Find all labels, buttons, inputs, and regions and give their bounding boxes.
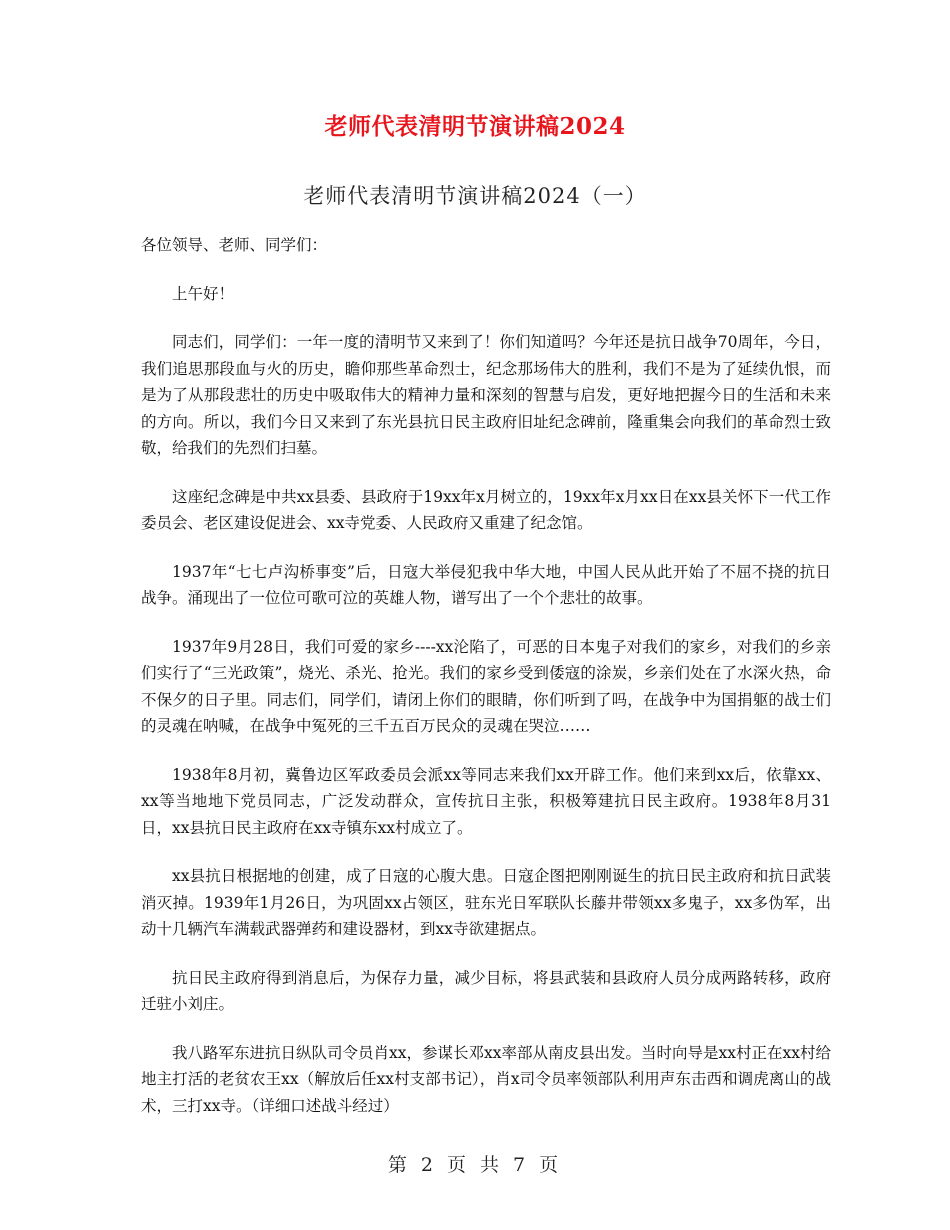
paragraph: 1937年9月28日，我们可爱的家乡----xx沦陷了，可恶的日本鬼子对我们的家乡，对我们的乡亲们实行了“三光政策”，烧光、杀光、抢光。我们的家乡受到倭寇的涂炭，乡亲们处在了水深火热，命不保夕的日子里。同志们，同学们，请闭上你们的眼睛，你们听到了吗，在战争中为国捐躯的战士们的灵魂在呐喊，在战争中冤死的三千五百万民众的灵魂在哭泣…… xyxy=(141,637,831,735)
paragraph: 1938年8月初，冀鲁边区军政委员会派xx等同志来我们xx开辟工作。他们来到xx后，依靠xx、xx等当地地下党员同志，广泛发动群众，宣传抗日主张，积极筹建抗日民主政府。1938年8月31日，xx县抗日民主政府在xx寺镇东xx村成立了。 xyxy=(141,765,831,837)
section-title: 老师代表清明节演讲稿2024（一） xyxy=(303,184,647,208)
paragraph: xx县抗日根据地的创建，成了日寇的心腹大患。日寇企图把刚刚诞生的抗日民主政府和抗日武装消灭掉。1939年1月26日，为巩固xx占领区，驻东光日军联队长藤井带领xx多鬼子，xx多伪军，出动十几辆汽车满载武器弹药和建设器材，到xx寺欲建据点。 xyxy=(141,867,831,938)
paragraph: 我八路军东进抗日纵队司令员肖xx，参谋长邓xx率部从南皮县出发。当时向导是xx村正在xx村给地主打活的老贫农王xx（解放后任xx村支部书记），肖x司令员率领部队利用声东击西和调虎离山的战术，三打xx寺。（详细口述战斗经过） xyxy=(141,1043,831,1115)
salutation: 各位领导、老师、同学们： xyxy=(141,236,328,254)
paragraph: 同志们，同学们：一年一度的清明节又来到了！你们知道吗？今年还是抗日战争70周年，今日，我们追思那段血与火的历史，瞻仰那些革命烈士，纪念那场伟大的胜利，我们不是为了延续仇恨，而是为了从那段悲壮的历史中吸取伟大的精神力量和深刻的智慧与启发，更好地把握今日的生活和未来的方向。所以，我们今日又来到了东光县抗日民主政府旧址纪念碑前，隆重集会向我们的革命烈士致敬，给我们的先烈们扫墓。 xyxy=(141,333,831,457)
paragraph: 这座纪念碑是中共xx县委、县政府于19xx年x月树立的，19xx年x月xx日在xx县关怀下一代工作委员会、老区建设促进会、xx寺党委、人民政府又重建了纪念馆。 xyxy=(141,487,831,532)
document-body xyxy=(141,232,831,1141)
paragraph: 抗日民主政府得到消息后，为保存力量，减少目标，将县武装和县政府人员分成两路转移，政府迁驻小刘庄。 xyxy=(141,968,831,1013)
document-title: 老师代表清明节演讲稿2024 xyxy=(324,113,626,140)
paragraph: 上午好！ xyxy=(172,284,235,303)
paragraph: 1937年“七七卢沟桥事变”后，日寇大举侵犯我中华大地，中国人民从此开始了不屈不挠的抗日战争。涌现出了一位位可歌可泣的英雄人物，谱写出了一个个悲壮的故事。 xyxy=(141,562,831,607)
page-number-footer: 第 2 页 共 7 页 xyxy=(387,1154,563,1176)
